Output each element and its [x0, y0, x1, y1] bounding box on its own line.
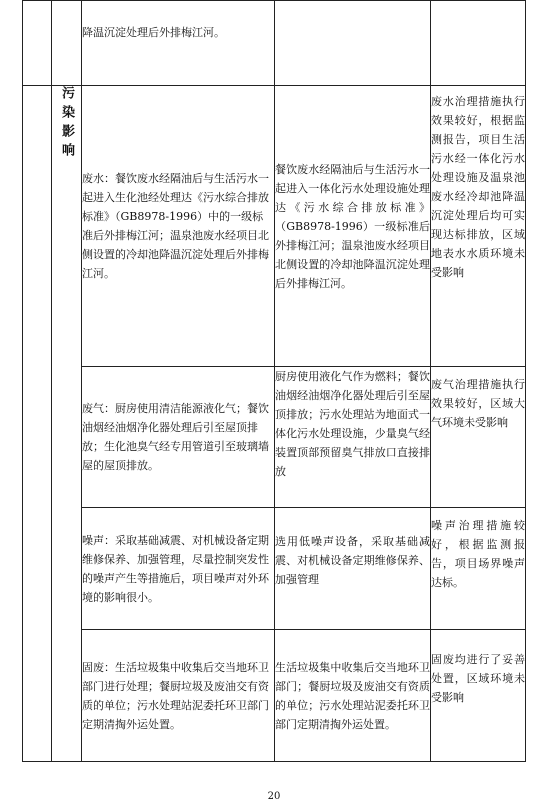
table-row — [23, 508, 526, 630]
blank-cell — [23, 1, 52, 86]
effect-cell: 固废均进行了妥善处置，区域环境未受影响 — [431, 630, 526, 762]
table-row — [23, 630, 526, 762]
implementation-cell: 餐饮废水经隔油后与生活污水一起进入一体化污水处理设施处理达《污水综合排放标准》（GB8978-1996）一级标准后外排梅江河；温泉池废水经项目北侧设置的冷却池降温沉淀处理后外排梅江河。 — [275, 86, 431, 367]
implementation-cell — [275, 1, 431, 86]
implementation-cell: 选用低噪声设备，采取基础减震、对机械设备定期维修保养、加强管理 — [275, 508, 431, 630]
measures-cell: 降温沉淀处理后外排梅江河。 — [82, 1, 275, 86]
implementation-cell: 厨房使用液化气作为燃料；餐饮油烟经油烟净化器处理后引至屋顶排放；污水处理站为地面式一体化污水处理设施，少量臭气经装置顶部预留臭气排放口直接排放 — [275, 367, 431, 508]
blank-cell — [23, 86, 52, 762]
category-label: 污染影响 — [59, 86, 74, 162]
measures-table — [22, 0, 526, 762]
measures-cell: 废气：厨房使用清洁能源液化气；餐饮油烟经油烟净化器处理后引至屋顶排放；生化池臭气经专用管道引至玻璃墙屋的屋顶排放。 — [82, 367, 275, 508]
category-cell — [52, 86, 82, 762]
table-row — [23, 1, 526, 86]
effect-cell: 废水治理措施执行效果较好，根据监测报告，项目生活污水经一体化污水处理设施及温泉池废水经冷却池降温沉淀处理后均可实现达标排放，区域地表水水质环境未受影响 — [431, 86, 526, 367]
effect-cell: 噪声治理措施较好，根据监测报告，项目场界噪声达标。 — [431, 508, 526, 630]
effect-cell — [431, 1, 526, 86]
table-row — [23, 367, 526, 508]
blank-cell — [52, 1, 82, 86]
implementation-cell: 生活垃圾集中收集后交当地环卫部门；餐厨垃圾及废油交有资质的单位；污水处理站泥委托环卫部门定期清掏外运处置。 — [275, 630, 431, 762]
table-row — [23, 86, 526, 367]
measures-cell: 废水：餐饮废水经隔油后与生活污水一起进入生化池经处理达《污水综合排放标准》（GB8978-1996）中的一级标准后外排梅江河；温泉池废水经项目北侧设置的冷却池降温沉淀处理后外排梅江河。 — [82, 86, 275, 367]
measures-cell: 噪声：采取基础减震、对机械设备定期维修保养、加强管理，尽量控制突发性的噪声产生等措施后，项目噪声对外环境的影响很小。 — [82, 508, 275, 630]
page-number: 20 — [267, 791, 281, 802]
measures-cell: 固废：生活垃圾集中收集后交当地环卫部门进行处理；餐厨垃圾及废油交有资质的单位；污水处理站泥委托环卫部门定期清掏外运处置。 — [82, 630, 275, 762]
effect-cell: 废气治理措施执行效果较好，区域大气环境未受影响 — [431, 367, 526, 508]
